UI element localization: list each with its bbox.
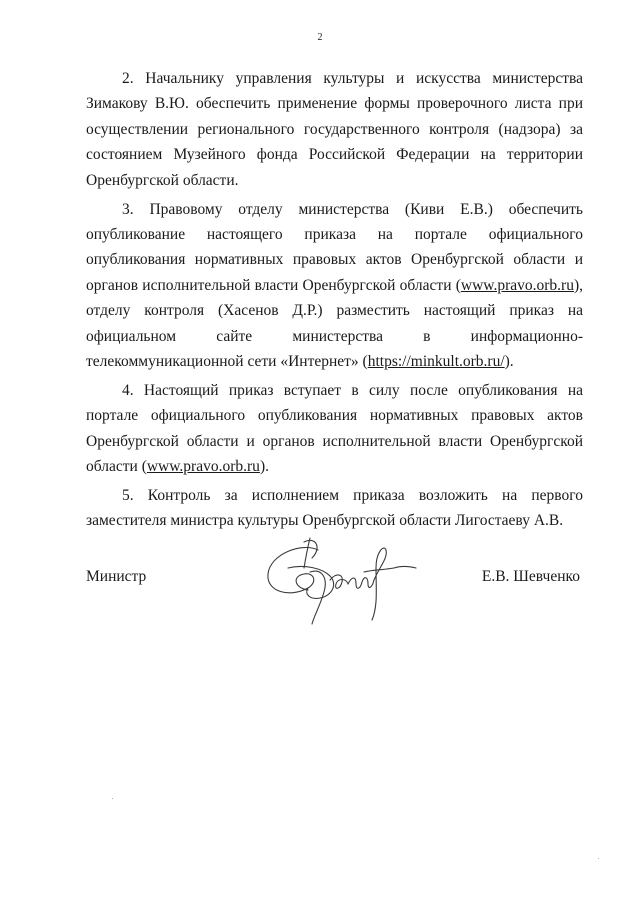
paragraph-3-text-end: ).	[504, 352, 514, 370]
paragraph-3-text-middle: ), отделу контроля (Хасенов Д.Р.) разместить настоящий приказ на официальном сайте министерства в информационно-телекоммуникационной сети «Интернет» (	[86, 276, 583, 370]
signatory-name: Е.В. Шевченко	[481, 568, 580, 585]
signatory-title: Министр	[86, 568, 147, 585]
scan-speck	[598, 858, 599, 859]
scan-speck	[112, 798, 113, 799]
paragraph-4	[86, 378, 583, 480]
page-number: 2	[317, 32, 323, 43]
pravo-portal-link-2[interactable]: www.pravo.orb.ru	[146, 458, 260, 476]
paragraph-2: 2. Начальнику управления культуры и искусства министерства Зимакову В.Ю. обеспечить применение формы проверочного листа при осуществлении регионального государственного контроля (надзора) за состоянием Музейного фонда Российской Федерации на территории Оренбургской области.	[86, 70, 583, 189]
pravo-portal-link[interactable]: www.pravo.orb.ru	[460, 276, 574, 294]
paragraph-3	[86, 197, 583, 375]
paragraph-4-text-start: 4. Настоящий приказ вступает в силу после опубликования на портале официального опубликования нормативных правовых актов Оренбургской области и органов исполнительной власти Оренбургской области (	[86, 381, 583, 476]
paragraph-4-text-end: ).	[259, 458, 269, 476]
paragraph-3-text-start: 3. Правовому отделу министерства (Киви Е.В.) обеспечить опубликование настоящего приказа на портале официального опубликования нормативных правовых актов Оренбургской области и органов исполнительной власти Оренбургской области (	[86, 200, 583, 294]
handwritten-signature	[248, 528, 428, 628]
minkult-site-link[interactable]: https://minkult.orb.ru/	[367, 352, 505, 370]
paragraph-5: 5. Контроль за исполнением приказа возложить на первого заместителя министра культуры Оренбургской области Лигостаеву А.В.	[86, 487, 583, 530]
document-body	[86, 66, 583, 537]
